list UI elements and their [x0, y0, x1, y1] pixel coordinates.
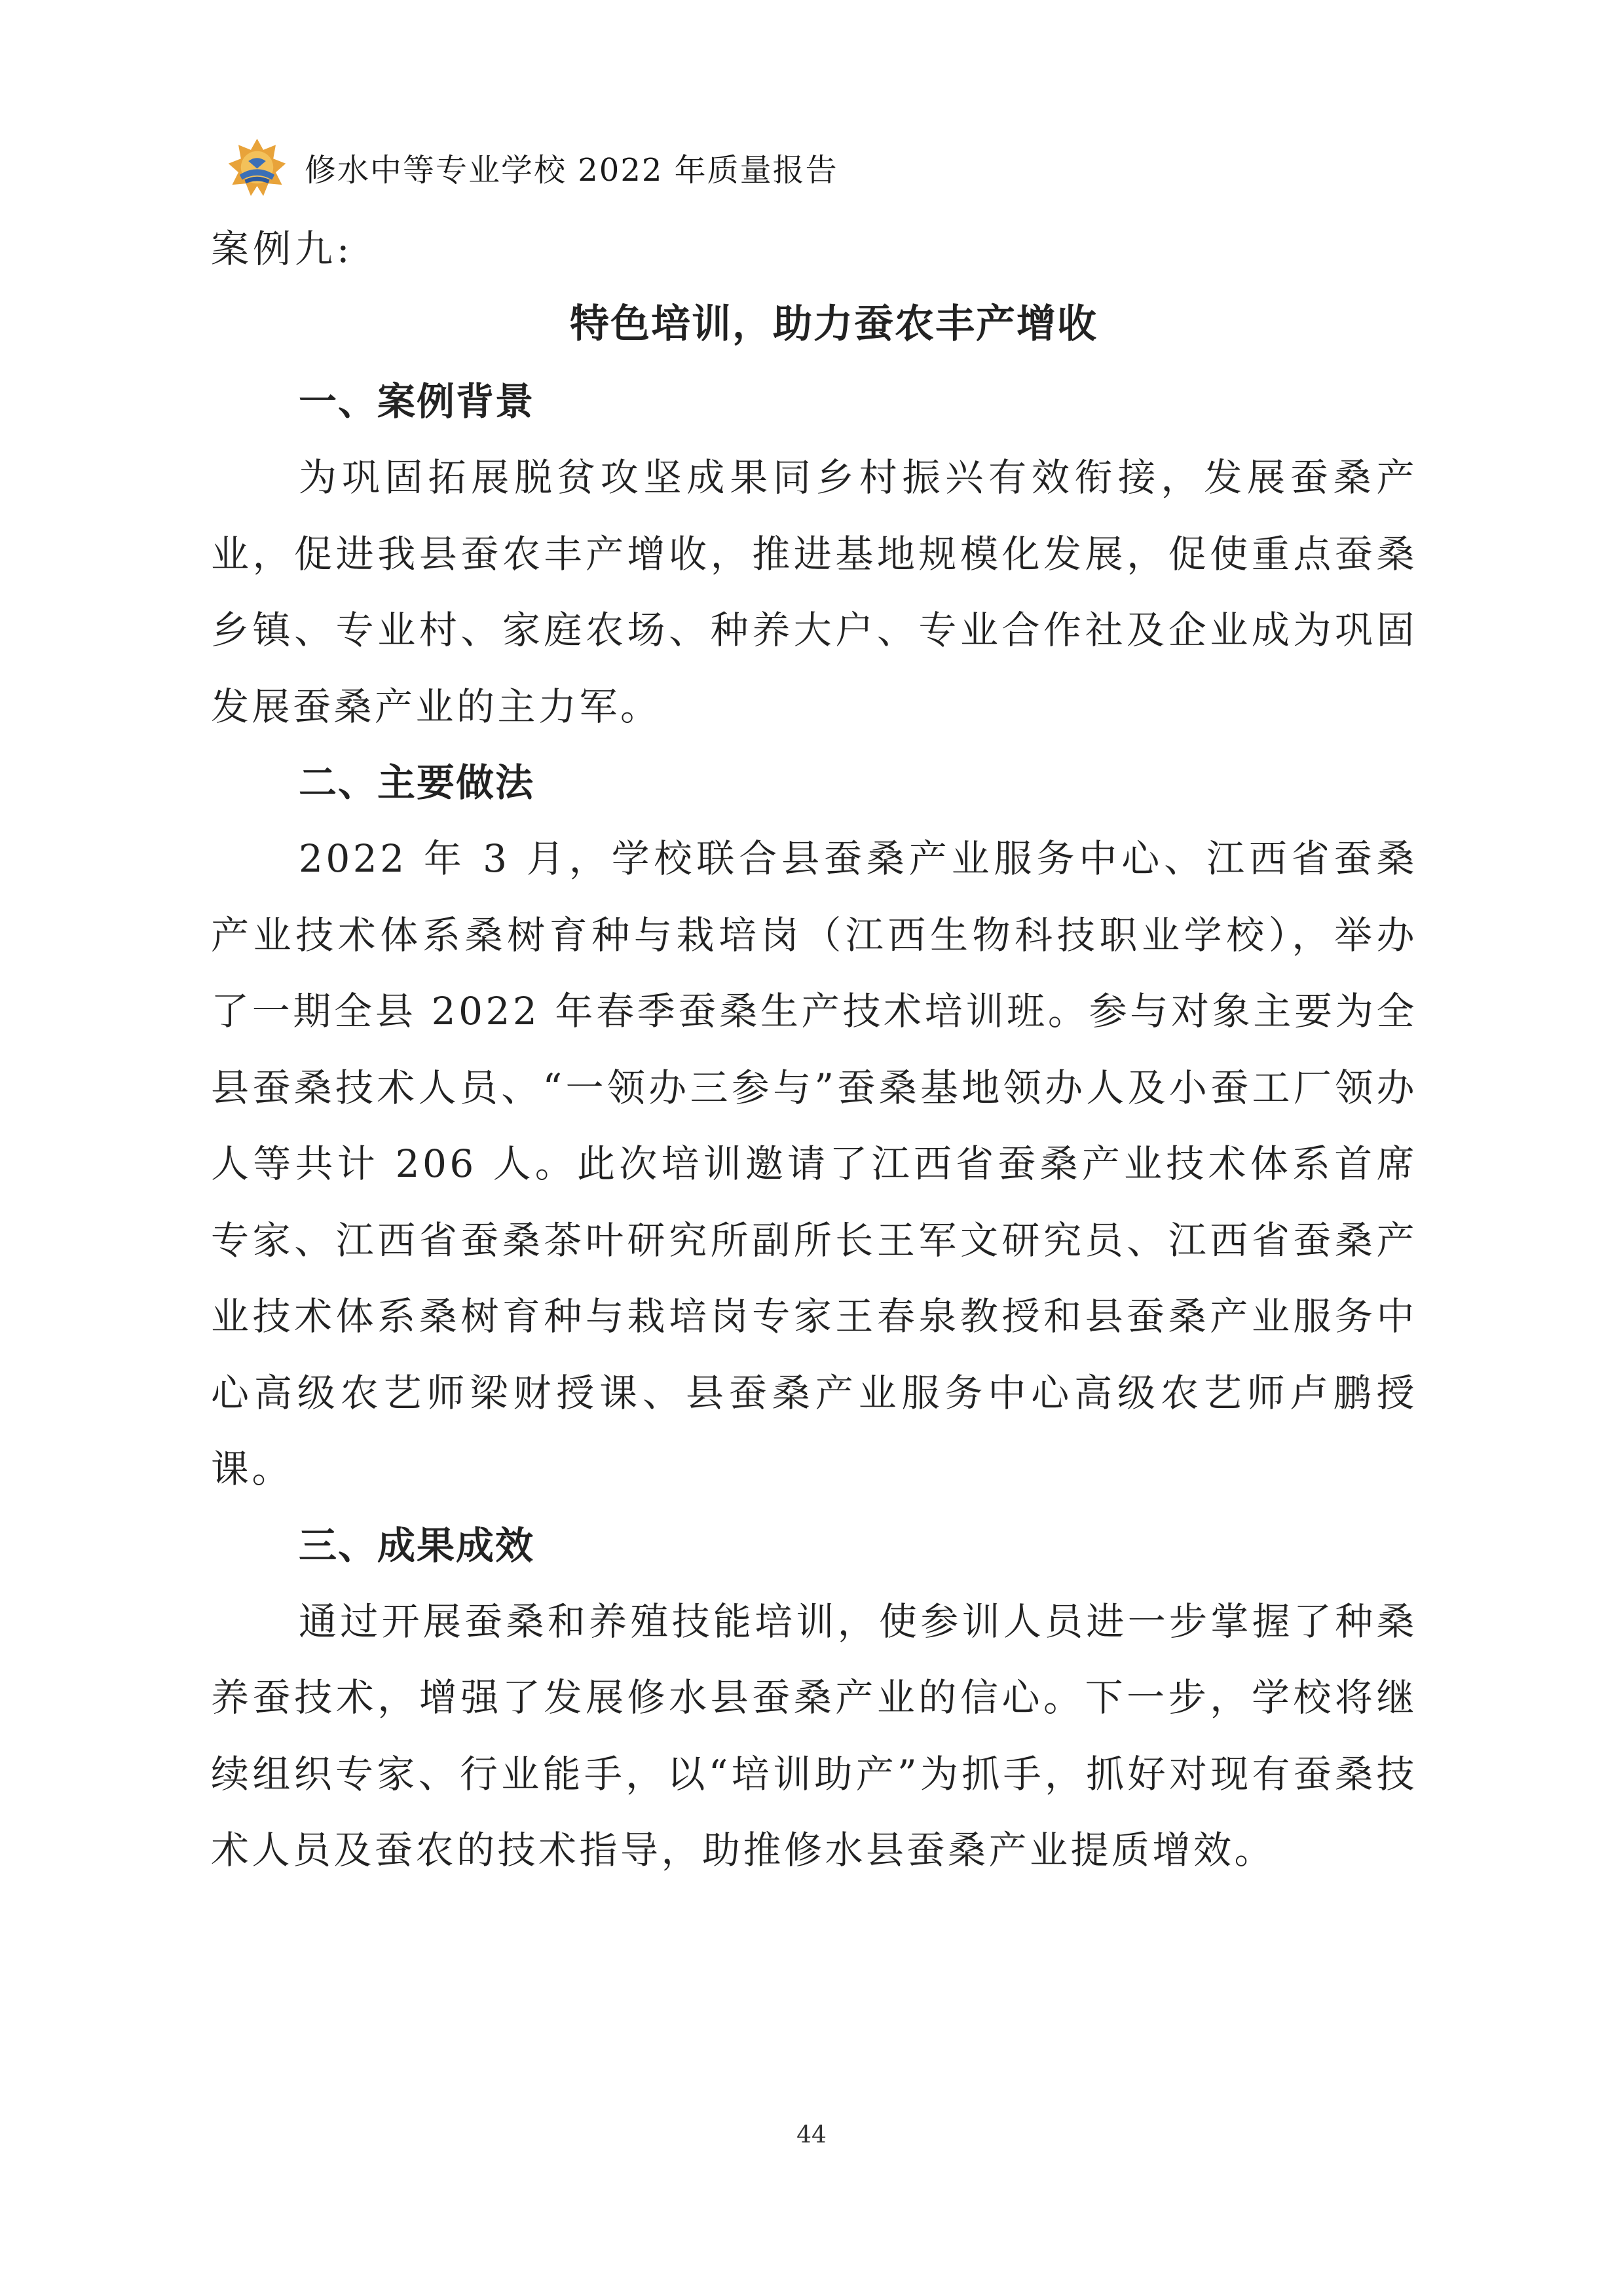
school-logo-icon — [226, 136, 288, 198]
document-title: 特色培训，助力蚕农丰产增收 — [570, 301, 1098, 347]
section-heading-background: 一、案例背景 — [299, 379, 535, 424]
document-body — [211, 213, 1417, 1889]
section-heading-results: 三、成果成效 — [299, 1523, 535, 1568]
case-label: 案例九: — [211, 227, 354, 271]
header-title: 修水中等专业学校 2022 年质量报告 — [305, 151, 838, 189]
paragraph-methods: 2022 年 3 月，学校联合县蚕桑产业服务中心、江西省蚕桑产业技术体系桑树育种与栽培岗（江西生物科技职业学校），举办了一期全县 2022 年春季蚕桑生产技术培训班。参与对象主要为全县蚕桑技术人员、“一领办三参与”蚕桑基地领办人及小蚕工厂领办人等共计 206 人。此次培训邀请了江西省蚕桑产业技术体系首席专家、江西省蚕桑茶叶研究所副所长王军文研究员、江西省蚕桑产业技术体系桑树育种与栽培岗专家王春泉教授和县蚕桑产业服务中心高级农艺师梁财授课、县蚕桑产业服务中心高级农艺师卢鹏授课。 — [211, 836, 1417, 1491]
paragraph-background: 为巩固拓展脱贫攻坚成果同乡村振兴有效衔接，发展蚕桑产业，促进我县蚕农丰产增收，推进基地规模化发展，促使重点蚕桑乡镇、专业村、家庭农场、种养大户、专业合作社及企业成为巩固发展蚕桑产业的主力军。 — [211, 455, 1417, 729]
page-header — [226, 134, 838, 200]
section-heading-methods: 二、主要做法 — [299, 760, 535, 805]
paragraph-results: 通过开展蚕桑和养殖技能培训，使参训人员进一步掌握了种桑养蚕技术，增强了发展修水县蚕桑产业的信心。下一步，学校将继续组织专家、行业能手，以“培训助产”为抓手，抓好对现有蚕桑技术人员及蚕农的技术指导，助推修水县蚕桑产业提质增效。 — [211, 1599, 1417, 1872]
page-number: 44 — [796, 2122, 827, 2149]
